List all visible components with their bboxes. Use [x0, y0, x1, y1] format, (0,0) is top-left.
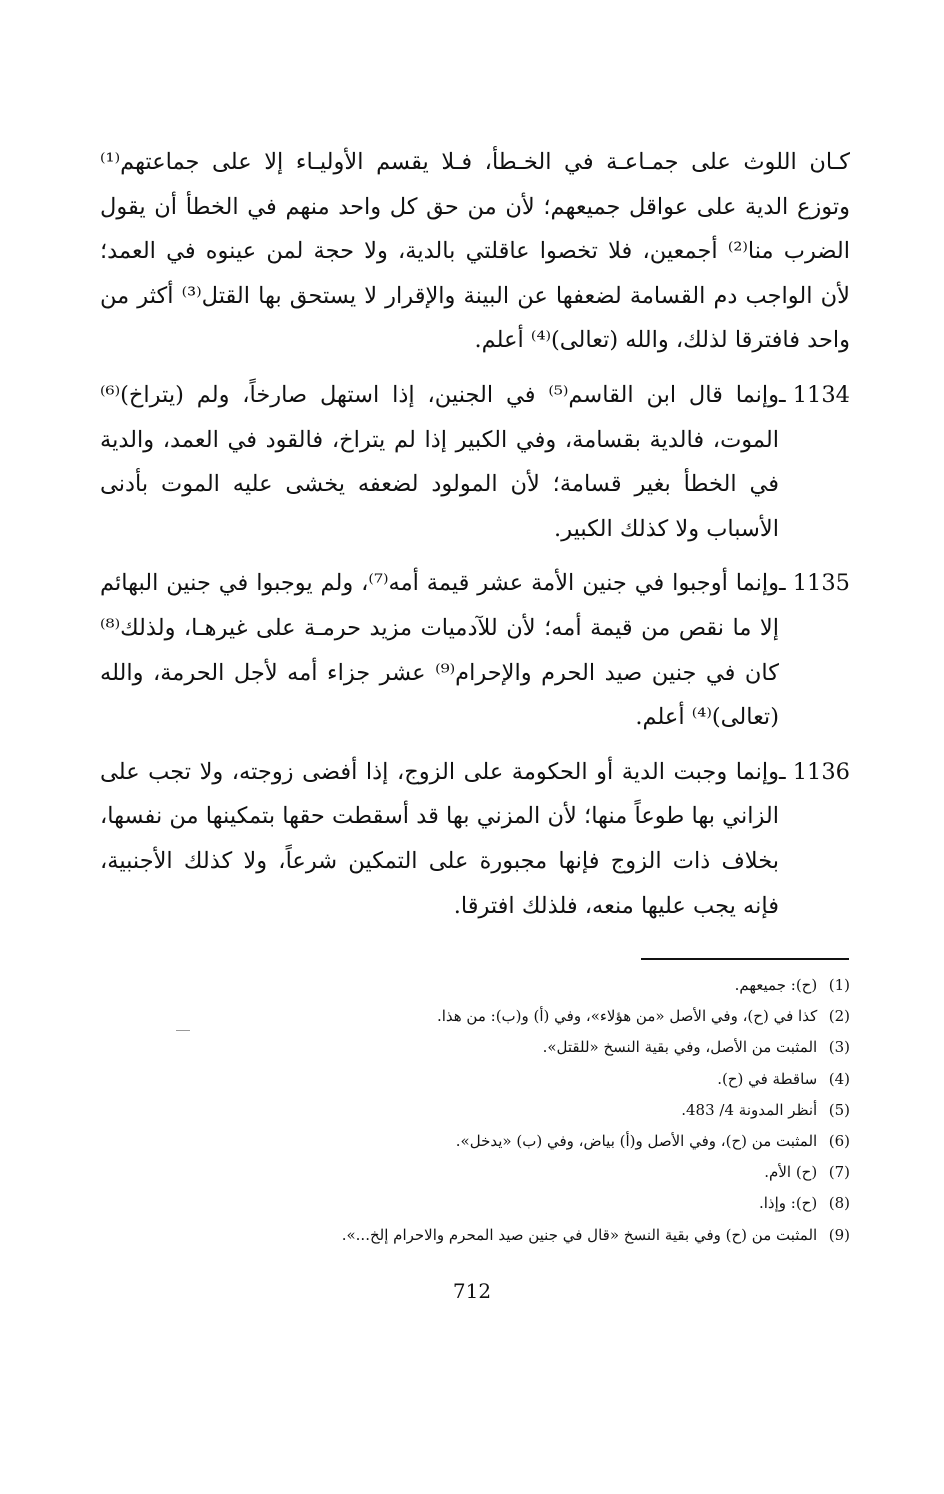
numbered-paragraph-1134: [100, 373, 850, 551]
footnote: [100, 970, 850, 1001]
main-text: [100, 140, 850, 928]
footnote-number: (9): [828, 1225, 850, 1244]
paragraph-text: وإنما أوجبوا في جنين الأمة عشر قيمة أمه⁽⁷⁾، ولم يوجبوا في جنين البهائم إلا ما نقص من قيمة أمه؛ لأن للآدميات مزيد حرمـة على غيرهـا، ولذلك⁽⁸⁾ كان في جنين صيد الحرم والإحرام⁽⁹⁾ عشر جزاء أمه لأجل الحرمة، والله (تعالى)⁽⁴⁾ أعلم.: [100, 570, 779, 731]
page-number: 712: [452, 1279, 492, 1303]
footnote-text: (ح) الأم.: [764, 1163, 818, 1182]
footnote-number: (5): [828, 1100, 850, 1119]
footnote: [100, 1064, 850, 1095]
footnote-text: (ح): جميعهم.: [734, 976, 818, 994]
footnote: [100, 1032, 850, 1063]
paragraph-number: 1135 ـ: [778, 570, 850, 597]
footnote-number: (3): [828, 1038, 850, 1057]
footnote-number: (6): [828, 1132, 850, 1151]
numbered-paragraph-1136: [100, 750, 850, 928]
footnote-text: ساقطة في (ح).: [717, 1069, 818, 1088]
footnote-text: كذا في (ح)، وفي الأصل «من هؤلاء»، وفي (أ) و(ب): من هذا.: [436, 1007, 818, 1026]
footnote-number: (8): [828, 1194, 850, 1213]
footnote-separator: [641, 958, 849, 960]
footnote: [100, 1157, 850, 1188]
footnote-text: المثبت من (ح)، وفي الأصل و(أ) بياض، وفي (ب) «يدخل».: [455, 1132, 818, 1151]
footnote-text: أنظر المدونة 4/ 483.: [681, 1100, 818, 1119]
paragraph-number: 1134 ـ: [778, 381, 850, 408]
footnote-text: (ح): وإذا.: [758, 1194, 818, 1213]
paragraph-number: 1136 ـ: [778, 758, 850, 785]
footnote: [100, 1126, 850, 1157]
footnote-number: (2): [828, 1007, 850, 1026]
paragraph-text: وإنما وجبت الدية أو الحكومة على الزوج، إذا أفضى زوجته، ولا تجب على الزاني بها طوعاً منها؛ لأن المزني بها قد أسقطت حقها بتمكينها من نفسها، بخلاف ذات الزوج فإنها مجبورة على التمكين شرعاً، ولا كذلك الأجنبية، فإنه يجب عليها منعه، فلذلك افترقا.: [100, 758, 779, 919]
footnote-number: (7): [828, 1163, 850, 1182]
footnote-number: (1): [828, 976, 850, 994]
footnote-number: (4): [828, 1069, 850, 1088]
footnote: [100, 1095, 850, 1126]
footnote: [100, 1188, 850, 1219]
footnote-text: المثبت من الأصل، وفي بقية النسخ «للقتل».: [542, 1038, 818, 1057]
numbered-paragraph-1135: [100, 561, 850, 739]
intro-paragraph: كـان اللوث على جمـاعـة في الخـطأ، فـلا يقسم الأوليـاء إلا على جماعتهم⁽¹⁾ وتوزع الدية على عواقل جميعهم؛ لأن من حق كل واحد منهم في الخطأ أن يقول الضرب منا⁽²⁾ أجمعين، فلا تخصوا عاقلتي بالدية، ولا حجة لمن عينوه في العمد؛ لأن الواجب دم القسامة لضعفها عن البينة والإقرار لا يستحق بها القتل⁽³⁾ أكثر من واحد فافترقا لذلك، والله (تعالى)⁽⁴⁾ أعلم.: [100, 149, 850, 354]
footnote: [100, 1001, 850, 1032]
footnotes: [100, 970, 850, 1251]
paragraph-text: وإنما قال ابن القاسم⁽⁵⁾ في الجنين، إذا استهل صارخاً، ولم (يتراخ)⁽⁶⁾ الموت، فالدية بقسامة، وفي الكبير إذا لم يتراخ، فالقود في العمد، والدية في الخطأ بغير قسامة؛ لأن المولود لضعفه يخشى عليه الموت بأدنى الأسباب ولا كذلك الكبير.: [100, 381, 779, 542]
footnote: [100, 1220, 850, 1251]
footnote-text: المثبت من (ح) وفي بقية النسخ «قال في جنين صيد المحرم والاحرام إلخ...».: [341, 1225, 818, 1244]
